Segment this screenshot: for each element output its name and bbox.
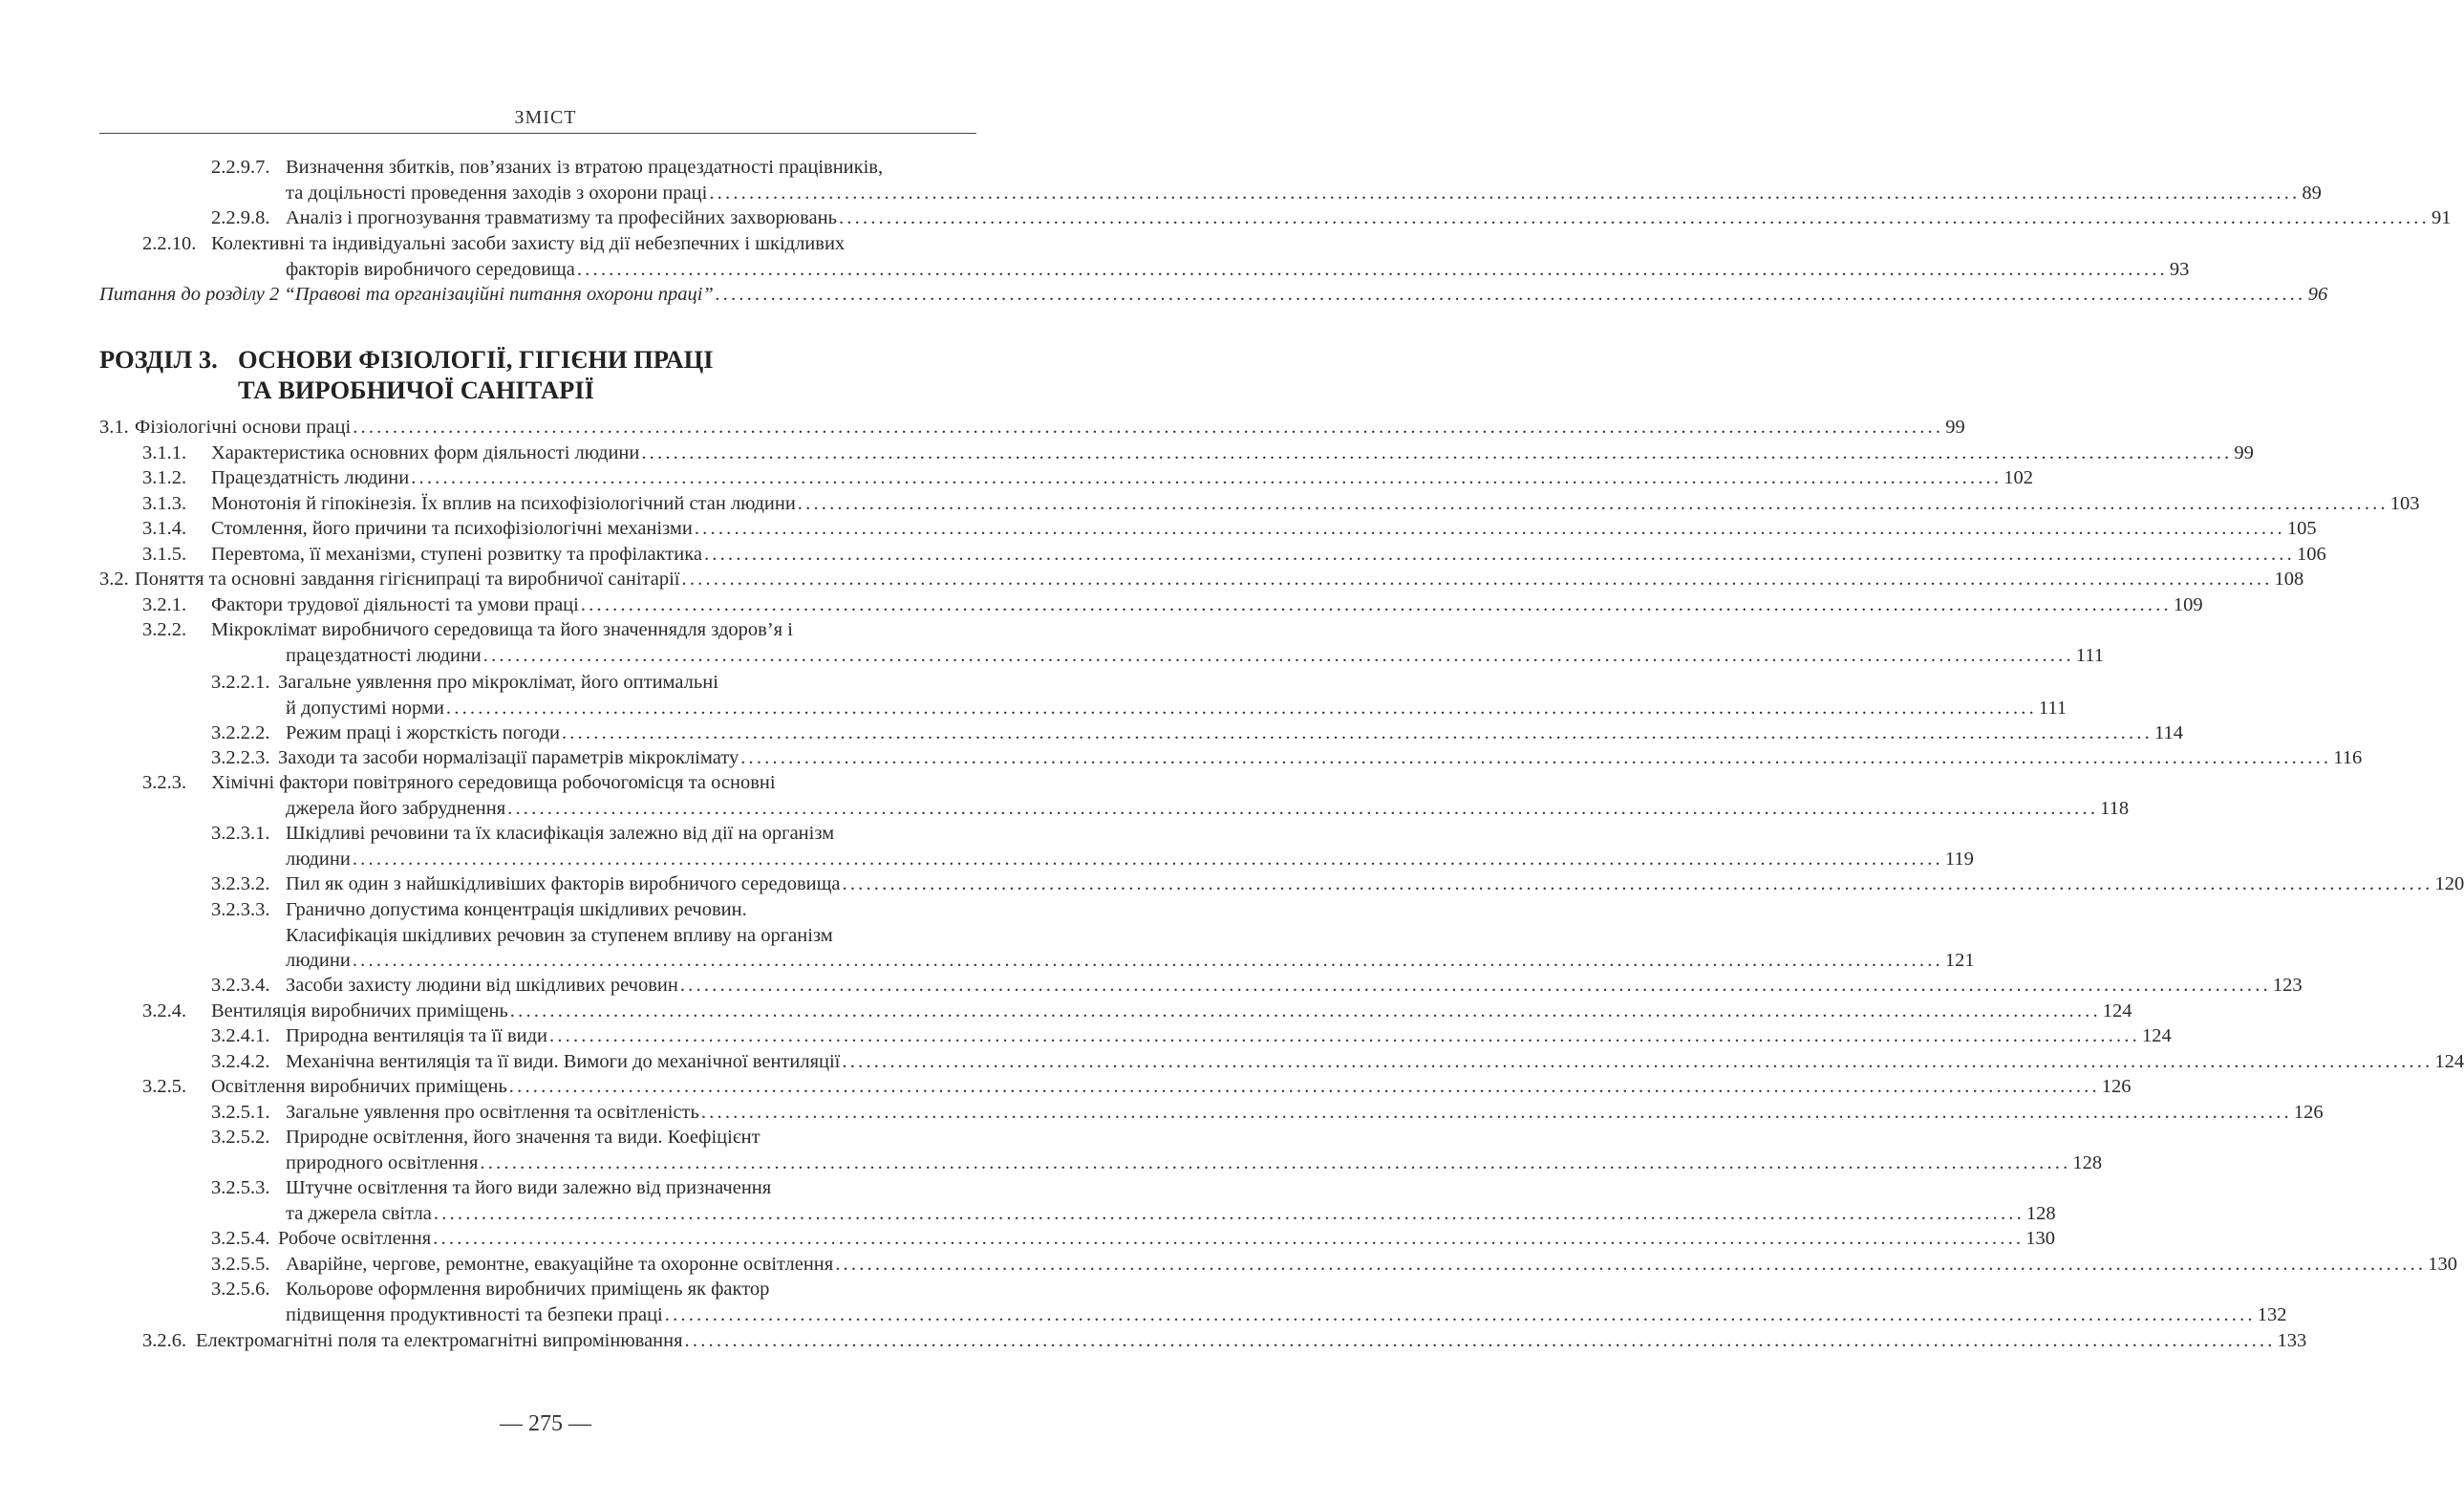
dot-leader: ........................................................................................................................................................................................................ <box>679 975 2271 996</box>
toc-entry-number: 3.2.5.3. <box>211 1177 270 1198</box>
toc-entry-page: 102 <box>2003 467 2033 488</box>
toc-entry-page: 132 <box>2257 1303 2287 1325</box>
toc-entry-number: 2.2.10. <box>142 233 197 254</box>
toc-entry-number: 3.2.5.1. <box>211 1102 270 1123</box>
dot-leader: ........................................................................................................................................................................................................ <box>507 797 2099 819</box>
section-title-line-2: ТА ВИРОБНИЧОЇ САНІТАРІЇ <box>238 376 594 404</box>
toc-entry-page: 124 <box>2142 1025 2172 1046</box>
toc-entry-page: 119 <box>1944 848 1974 870</box>
dot-leader: ........................................................................................................................................................................................................ <box>842 1051 2433 1072</box>
dot-leader: ........................................................................................................................................................................................................ <box>445 697 2037 719</box>
toc-entry-title-line: Монотонія й гіпокінезія. Їх вплив на психофізіологічний стан людини <box>211 493 796 514</box>
toc-entry-page: 126 <box>2101 1076 2132 1097</box>
toc-entry-title-line: факторів виробничого середовища <box>286 258 575 280</box>
toc-entry-title-line: Аварійне, чергове, ремонтне, евакуаційне та охоронне освітлення <box>286 1254 834 1275</box>
toc-entry-number: 3.2.5. <box>142 1076 187 1097</box>
toc-entry-page: 93 <box>2169 258 2190 280</box>
dot-leader: ........................................................................................................................................................................................................ <box>353 417 1944 438</box>
toc-entry[interactable] <box>0 897 1975 974</box>
toc-entry[interactable] <box>0 999 2132 1024</box>
dot-leader: ........................................................................................................................................................................................................ <box>641 442 2233 463</box>
dot-leader: ........................................................................................................................................................................................................ <box>480 1151 2071 1173</box>
toc-entry-number: 3.2.3.4. <box>211 975 270 996</box>
dot-leader: ........................................................................................................................................................................................................ <box>700 1102 2292 1123</box>
toc-entry-title-line: Фактори трудової діяльності та умови праці <box>211 594 579 615</box>
toc-entry[interactable] <box>0 465 2033 491</box>
toc-entry-title-line: Гранично допустима концентрація шкідливих речовин. <box>286 899 747 920</box>
toc-entry-page: 111 <box>2038 697 2068 719</box>
dot-leader: ........................................................................................................................................................................................................ <box>740 747 2332 768</box>
toc-entry[interactable] <box>0 1252 2457 1278</box>
toc-entry-title-line: Вентиляція виробничих приміщень <box>211 1000 508 1021</box>
dot-leader: ........................................................................................................................................................................................................ <box>684 1330 2276 1351</box>
toc-entry-page: 91 <box>2431 207 2452 228</box>
toc-entry[interactable] <box>0 1125 2103 1175</box>
dot-leader: ........................................................................................................................................................................................................ <box>433 1202 2025 1224</box>
section-title-line-1: ОСНОВИ ФІЗІОЛОГІЇ, ГІГІЄНИ ПРАЦІ <box>238 345 714 374</box>
toc-entry-title-line: Загальне уявлення про освітлення та освітленість <box>286 1102 699 1123</box>
dot-leader: ........................................................................................................................................................................................................ <box>352 848 1943 870</box>
toc-entry-number: 3.1.2. <box>142 467 187 488</box>
page-number: — 275 — <box>500 1411 591 1436</box>
toc-entry-page: 105 <box>2286 518 2317 539</box>
toc-entry-page: 114 <box>2153 722 2183 743</box>
toc-entry-title-line: підвищення продуктивності та безпеки праці <box>286 1303 663 1325</box>
toc-entry-title-line: Шкідливі речовини та їх класифікація залежно від дії на організм <box>286 823 835 844</box>
toc-entry-number: 3.2.1. <box>142 594 187 615</box>
toc-entry-title-line: Механічна вентиляція та її види. Вимоги до механічної вентиляції <box>286 1051 841 1072</box>
toc-entry-number: 3.2.5.6. <box>211 1279 270 1300</box>
toc-entry[interactable] <box>0 973 2303 999</box>
toc-entry-title-line: Мікроклімат виробничого середовища та його значеннядля здоров’я і <box>211 619 793 640</box>
toc-entry-number: 3.2.2.1. <box>211 672 270 693</box>
dot-leader: ........................................................................................................................................................................................................ <box>703 544 2295 565</box>
toc-entry-title-line: Заходи та засоби нормалізації параметрів мікроклімату <box>278 747 739 768</box>
toc-entry-page: 130 <box>2025 1228 2055 1249</box>
toc-entry-page: 108 <box>2274 569 2304 590</box>
toc-entry[interactable] <box>0 1074 2132 1100</box>
toc-entry-title-line: природного освітлення <box>286 1151 479 1173</box>
toc-entry-number: 3.1. <box>99 417 129 438</box>
toc-entry[interactable] <box>0 1277 2287 1327</box>
toc-entry[interactable] <box>0 1175 2056 1226</box>
toc-entry[interactable] <box>0 1328 2307 1354</box>
toc-entry-title-line: Природна вентиляція та її види <box>286 1025 547 1046</box>
dot-leader: ........................................................................................................................................................................................................ <box>694 518 2285 539</box>
toc-entry[interactable] <box>0 592 2203 618</box>
toc-entry[interactable] <box>0 567 2304 592</box>
toc-entry-number: 3.2.6. <box>142 1330 187 1351</box>
toc-entry-title-line: Аналіз і прогнозування травматизму та професійних захворювань <box>286 207 837 228</box>
toc-entry[interactable] <box>0 1049 2464 1075</box>
dot-leader: ........................................................................................................................................................................................................ <box>482 644 2074 666</box>
toc-entry-title-line: Стомлення, його причини та психофізіологічні механізми <box>211 518 693 539</box>
toc-entry[interactable] <box>0 821 1974 871</box>
toc-entry[interactable] <box>0 871 2464 897</box>
toc-entry-page: 123 <box>2272 975 2303 996</box>
toc-entry-title-line: джерела його забруднення <box>286 797 506 819</box>
toc-entry-title-line: Електромагнітні поля та електромагнітні випромінювання <box>196 1330 683 1351</box>
toc-entry-page: 96 <box>2307 284 2328 305</box>
toc-entry-title-line: Природне освітлення, його значення та види. Коефіцієнт <box>286 1127 761 1148</box>
toc-entry-title-line: Пил як один з найшкідливіших факторів виробничого середовища <box>286 873 841 894</box>
toc-entry[interactable] <box>0 770 2130 821</box>
toc-entry-page: 106 <box>2296 544 2326 565</box>
toc-entry[interactable] <box>0 745 2363 771</box>
toc-entry[interactable] <box>0 1226 2055 1252</box>
toc-entry-page: 118 <box>2100 797 2130 819</box>
toc-entry-number: 3.2.5.5. <box>211 1254 270 1275</box>
dot-leader: ........................................................................................................................................................................................................ <box>580 594 2172 615</box>
toc-entry-number: 2.2.9.8. <box>211 207 270 228</box>
toc-entry[interactable] <box>0 205 2452 231</box>
toc-entry-number: 3.1.5. <box>142 544 187 565</box>
toc-entry-title-line: Працездатність людини <box>211 467 410 488</box>
toc-entry-title-line: Перевтома, її механізми, ступені розвитку та профілактика <box>211 544 702 565</box>
toc-entry-title-line: людини <box>286 848 351 870</box>
toc-entry-page: 99 <box>1945 417 1965 438</box>
toc-entry[interactable] <box>0 491 2420 517</box>
toc-entry-page: 120 <box>2434 873 2464 894</box>
dot-leader: ........................................................................................................................................................................................................ <box>664 1303 2256 1325</box>
toc-entry[interactable] <box>0 542 2326 568</box>
toc-entry-number: 3.2.4.2. <box>211 1051 270 1072</box>
toc-entry-title-line: Штучне освітлення та його види залежно від призначення <box>286 1177 772 1198</box>
dot-leader: ........................................................................................................................................................................................................ <box>797 493 2389 514</box>
toc-entry-page: 133 <box>2277 1330 2307 1351</box>
toc-entry-page: 89 <box>2302 182 2322 204</box>
toc-entry-number: 2.2.9.7. <box>211 157 270 178</box>
toc-entry-number: 3.2.3. <box>142 772 187 793</box>
toc-entry-title-line: Визначення збитків, пов’язаних із втратою працездатності працівників, <box>286 157 884 178</box>
toc-entry-title-line: й допустимі норми <box>286 697 444 719</box>
toc-entry[interactable] <box>0 670 2068 720</box>
toc-entry-page: 124 <box>2102 1000 2132 1021</box>
dot-leader: ........................................................................................................................................................................................................ <box>433 1228 2025 1249</box>
toc-entry[interactable] <box>0 1023 2172 1049</box>
toc-entry[interactable] <box>0 516 2317 542</box>
toc-entry-title-line: Загальне уявлення про мікроклімат, його оптимальні <box>278 672 718 693</box>
toc-entry[interactable] <box>0 231 2190 282</box>
toc-entry-title-line: Питання до розділу 2 “Правові та організаційні питання охорони праці” <box>99 284 714 305</box>
toc-entry-title-line: Колективні та індивідуальні засоби захисту від дії небезпечних і шкідливих <box>211 233 846 254</box>
dot-leader: ........................................................................................................................................................................................................ <box>709 182 2301 204</box>
toc-entry-page: 103 <box>2389 493 2420 514</box>
toc-entry-number: 3.1.4. <box>142 518 187 539</box>
toc-entry-number: 3.2.4.1. <box>211 1025 270 1046</box>
toc-entry[interactable] <box>0 1100 2324 1126</box>
dot-leader: ........................................................................................................................................................................................................ <box>411 467 2003 488</box>
toc-entry-title-line: Класифікація шкідливих речовин за ступенем впливу на організм <box>286 924 833 946</box>
toc-entry-number: 3.2.3.3. <box>211 899 270 920</box>
toc-entry-page: 126 <box>2293 1102 2324 1123</box>
toc-entry-number: 3.2.2. <box>142 619 187 640</box>
toc-entry-page: 124 <box>2434 1051 2464 1072</box>
dot-leader: ........................................................................................................................................................................................................ <box>842 873 2433 894</box>
toc-entry-number: 3.2.4. <box>142 1000 187 1021</box>
toc-entry-page: 130 <box>2428 1254 2457 1275</box>
toc-entry[interactable] <box>0 720 2183 746</box>
toc-entry-title-line: та джерела світла <box>286 1202 432 1224</box>
dot-leader: ........................................................................................................................................................................................................ <box>352 950 1943 971</box>
toc-entry-title-line: Робоче освітлення <box>278 1228 432 1249</box>
toc-entry-page: 116 <box>2333 747 2363 768</box>
toc-entry[interactable] <box>0 282 2328 308</box>
dot-leader: ........................................................................................................................................................................................................ <box>715 284 2306 305</box>
toc-entry-number: 3.1.3. <box>142 493 187 514</box>
toc-entry-page: 111 <box>2075 644 2105 666</box>
toc-entry-title-line: Кольорове оформлення виробничих приміщень як фактор <box>286 1279 770 1300</box>
toc-entry-number: 3.2. <box>99 569 129 590</box>
toc-entry-page: 109 <box>2173 594 2203 615</box>
toc-entry-title-line: Освітлення виробничих приміщень <box>211 1076 507 1097</box>
toc-entry[interactable] <box>0 617 2105 668</box>
toc-entry[interactable] <box>0 155 2322 205</box>
toc-entry-title-line: Засоби захисту людини від шкідливих речовин <box>286 975 678 996</box>
dot-leader: ........................................................................................................................................................................................................ <box>508 1076 2100 1097</box>
dot-leader: ........................................................................................................................................................................................................ <box>509 1000 2101 1021</box>
toc-entry-number: 3.2.5.2. <box>211 1127 270 1148</box>
dot-leader: ........................................................................................................................................................................................................ <box>835 1254 2427 1275</box>
toc-entry-page: 121 <box>1944 950 1975 971</box>
toc-entry[interactable] <box>0 441 2254 466</box>
toc-entry-number: 3.2.2.3. <box>211 747 270 768</box>
toc-entry-number: 3.2.5.4. <box>211 1228 270 1249</box>
toc-entry-page: 128 <box>2025 1202 2056 1224</box>
toc-entry-title-line: працездатності людини <box>286 644 482 666</box>
toc-entry-number: 3.2.3.1. <box>211 823 270 844</box>
toc-entry-number: 3.2.2.2. <box>211 722 270 743</box>
running-head: ЗМІСТ <box>514 107 577 128</box>
toc-entry-title-line: Режим праці і жорсткість погоди <box>286 722 560 743</box>
toc-entry-title-line: Фізіологічні основи праці <box>135 417 352 438</box>
dot-leader: ........................................................................................................................................................................................................ <box>576 258 2168 280</box>
toc-entry[interactable] <box>0 415 1965 441</box>
dot-leader: ........................................................................................................................................................................................................ <box>549 1025 2140 1046</box>
section-label: РОЗДІЛ 3. <box>99 345 218 374</box>
toc-entry-page: 99 <box>2234 442 2254 463</box>
toc-entry-number: 3.2.3.2. <box>211 873 270 894</box>
toc-entry-number: 3.1.1. <box>142 442 187 463</box>
toc-entry-page: 128 <box>2072 1151 2103 1173</box>
toc-entry-title-line: людини <box>286 950 351 971</box>
dot-leader: ........................................................................................................................................................................................................ <box>681 569 2273 590</box>
toc-entry-title-line: та доцільності проведення заходів з охорони праці <box>286 182 708 204</box>
toc-entry-title-line: Поняття та основні завдання гігієнипраці та виробничої санітарії <box>135 569 680 590</box>
toc-entry-title-line: Характеристика основних форм діяльності людини <box>211 442 640 463</box>
dot-leader: ........................................................................................................................................................................................................ <box>561 722 2153 743</box>
toc-entry-title-line: Хімічні фактори повітряного середовища робочогомісця та основні <box>211 772 776 793</box>
dot-leader: ........................................................................................................................................................................................................ <box>838 207 2430 228</box>
